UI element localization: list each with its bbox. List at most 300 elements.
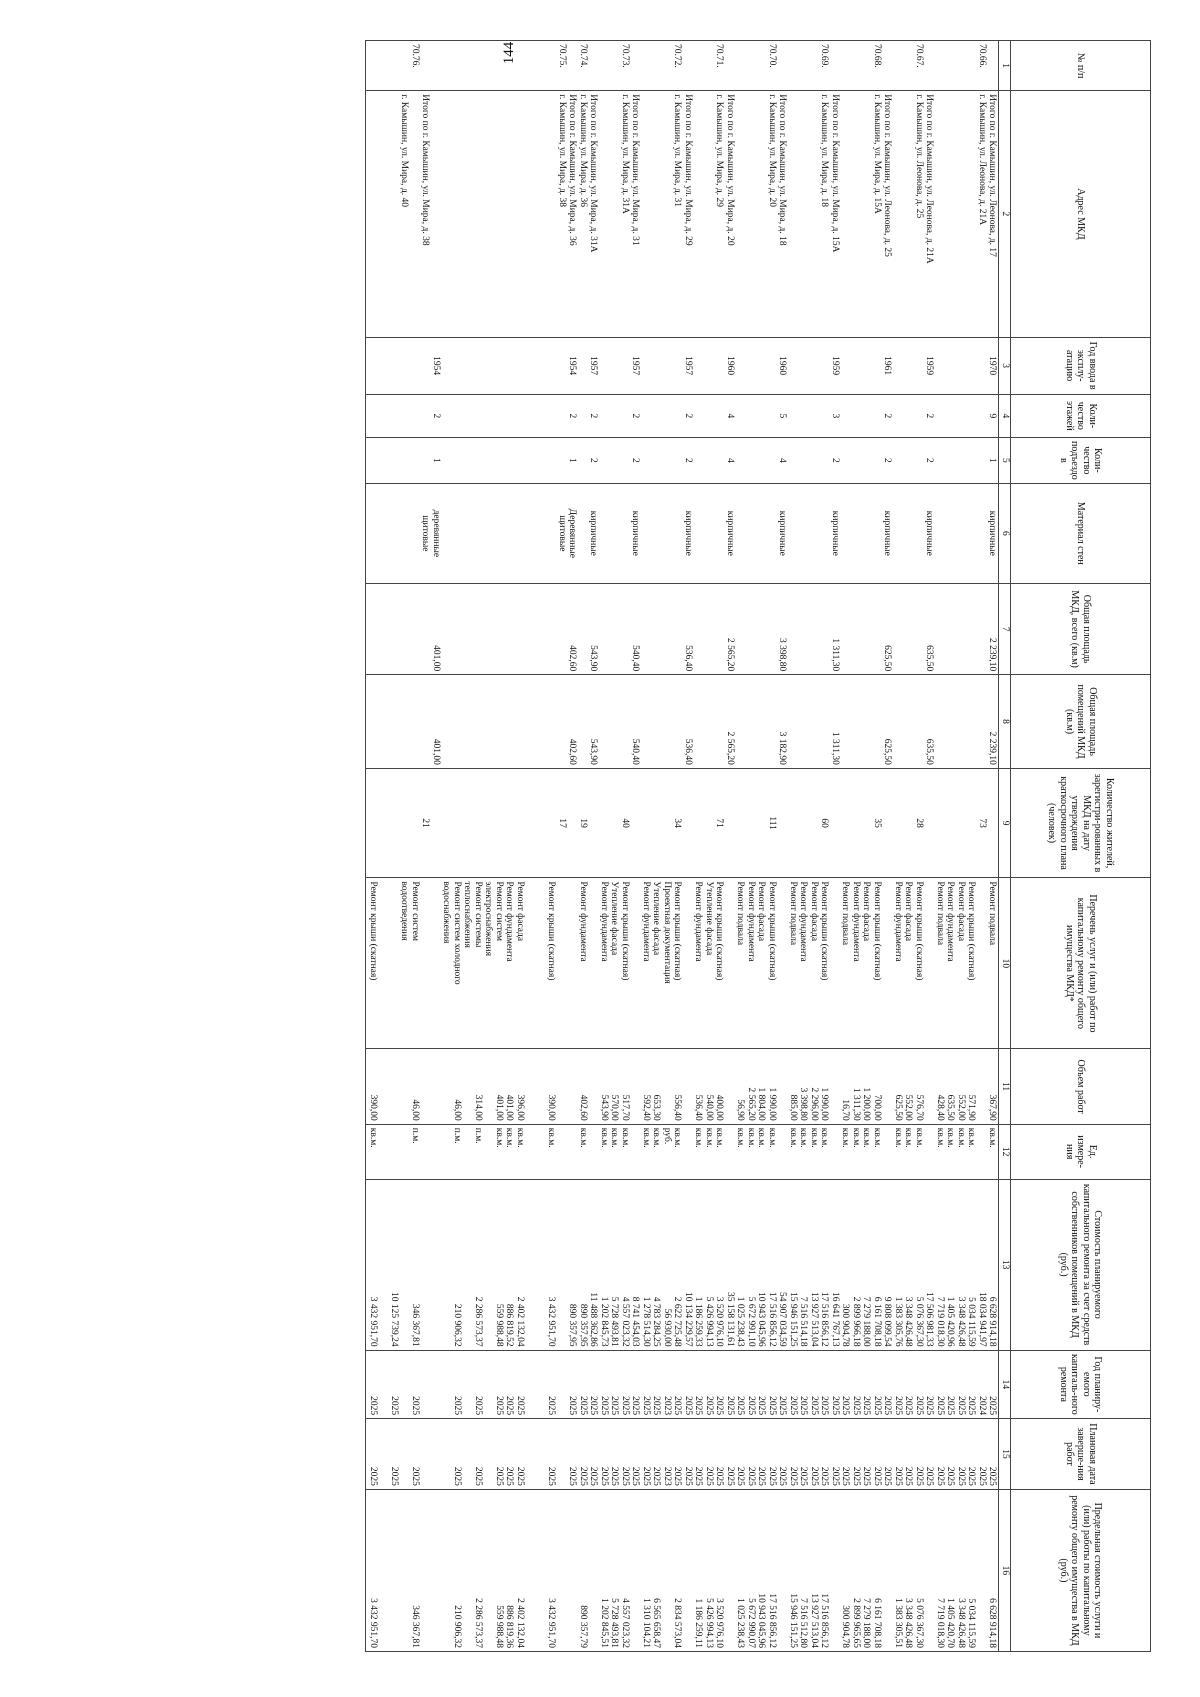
cell-line: 625,50 [882,738,893,765]
cell-line [935,398,946,434]
cell-line [840,441,851,480]
cell-line [641,587,652,671]
cell-line: 10 134 229,57 [683,1292,693,1347]
cell-line: 536,40 [683,645,693,672]
cell-line [578,678,589,765]
cell-line [473,44,484,87]
cell-line: кв.м. [494,1127,504,1148]
cell-line [725,772,736,875]
cell-line [462,1128,473,1176]
cell-line [525,487,536,580]
cell-line: Ремонт крыши (скатная) [714,881,725,981]
cell-line: 35 [872,818,882,828]
cell-line [777,44,788,87]
cell-line: 402,60 [578,1094,588,1121]
cell-line: 3 348 426,48 [956,1598,966,1648]
cell-line [861,94,872,333]
cell-line: кв.м. [515,1127,525,1148]
cell-line [410,487,421,580]
cell-line [945,772,956,875]
cell-line [399,1493,410,1648]
cell-line: Итого по г. Камышин, ул. Мира, д. 20 [725,94,735,246]
cell-line: 1 025 238,43 [735,1598,746,1648]
cell-line [903,587,914,671]
cell-line: кв.м. [956,1127,966,1148]
cell-line [966,678,977,765]
cell-line [714,441,725,480]
cell-line [462,587,473,671]
cell-line [683,1128,694,1176]
cell-line [714,678,725,765]
cell-line: 2 239,10 [987,731,998,765]
cell-line [599,341,610,391]
cell-line: 2025 [756,1396,767,1416]
cell-line [536,1128,547,1176]
cell-line: 2025 [851,1396,861,1416]
cell-line [630,44,641,87]
cell-line [819,587,830,671]
column-header: Плановая дата заверше-ния работ [1011,1419,1151,1490]
cell-line: кв.м. [893,1127,903,1148]
cell-line: 2025 [830,1396,840,1416]
cell-line [546,44,557,87]
cell-line [798,441,809,480]
cell-line [462,1052,473,1120]
cell-line: 1 200,00 [861,1087,872,1121]
cell-line [861,678,872,765]
cell-line [756,44,767,87]
cell-line [809,772,820,875]
cell-line: 2025 [588,1466,599,1486]
cell-line [536,678,547,765]
cell-line: 2025 [882,1466,893,1486]
cell-line [662,772,673,875]
cell-line: 54 907 034,59 [777,1292,788,1347]
cell-line: 402,60 [567,738,578,765]
cell-line [536,441,547,480]
cell-line [515,441,526,480]
cell-line: 3 432 951,70 [546,1598,557,1648]
cell-line: 3 520 976,10 [714,1296,725,1347]
cell-line [399,1052,410,1120]
cell-line [893,487,904,580]
cell-line: кв.м. [546,1127,557,1148]
cell-line: Ремонт фасада [903,881,914,942]
cell-line [935,341,946,391]
cell-line: 8 741 454,03 [630,1296,641,1347]
cell-line [809,587,820,671]
cell-line: 390,00 [546,1094,557,1121]
cell-line: 70.75. [557,44,567,68]
cell-line: 7 516 512,80 [798,1598,809,1648]
cell-line: 2025 [368,1466,378,1486]
cell-line: 2 296,00 [809,1087,819,1121]
cell-line: 2025 [588,1396,599,1416]
cell-line [830,44,841,87]
cell-line [641,678,652,765]
column-c12-cell [366,1124,999,1179]
cell-line [945,441,956,480]
cell-line: 4 [725,413,735,419]
cell-line [609,94,620,333]
cell-line [735,772,746,875]
cell-line: 552,00 [956,1094,966,1121]
cell-line: 1 186 259,11 [693,1598,704,1648]
column-header: Коли-чество этажей [1011,394,1151,437]
cell-line: 2025 [914,1466,924,1486]
cell-line [378,881,389,1045]
cell-line [693,678,704,765]
cell-line: 2 [830,457,840,463]
cell-line: п.м. [410,1127,420,1144]
cell-line: 4 557 023,32 [620,1296,630,1347]
cell-line [567,1052,578,1120]
cell-line: 635,50 [924,738,935,765]
cell-line: 70.68. [872,44,882,68]
cell-line: кирпичные [630,510,641,556]
cell-line [410,398,421,434]
cell-line: 2025 [641,1396,651,1416]
cell-line: 2025 [956,1466,966,1486]
cell-line: 4 783 284,25 [651,1296,662,1347]
column-number: 7 [999,584,1011,675]
cell-line [767,587,778,671]
cell-line: Ремонт крыши (скатная) [966,881,977,981]
cell-line [798,487,809,580]
cell-line: 314,00 [473,1094,483,1121]
cell-line [662,678,673,765]
cell-line [945,587,956,671]
cell-line [431,1183,442,1347]
cell-line [788,772,799,875]
cell-line: 1 311,30 [851,1087,861,1121]
cell-line: 2025 [924,1466,935,1486]
cell-line [746,398,757,434]
column-c6-cell [366,483,999,583]
cell-line: 17 516 856,12 [767,1292,777,1347]
cell-line [872,587,883,671]
cell-line [746,44,757,87]
column-header: Коли-чество подъездо в [1011,438,1151,484]
cell-line [798,772,809,875]
cell-line [651,94,662,333]
column-header: Материал стен [1011,483,1151,583]
cell-line [956,678,967,765]
cell-line [840,678,851,765]
cell-line [630,1052,641,1120]
cell-line [662,44,673,87]
cell-line [651,341,662,391]
column-c10-cell [366,878,999,1049]
cell-line [840,94,851,333]
cell-line [515,341,526,391]
cell-line [557,1183,568,1347]
cell-line [672,487,683,580]
cell-line: 2024 [977,1396,987,1416]
cell-line: 2025 [389,1466,399,1486]
cell-line: электроснабжения [483,881,494,957]
cell-line: 2 834 573,04 [672,1598,683,1648]
cell-line [819,678,830,765]
cell-line [798,678,809,765]
cell-line [641,398,652,434]
cell-line [389,1128,400,1176]
cell-line [966,487,977,580]
cell-line [672,587,683,671]
cell-line [693,94,704,333]
cell-line: 2025 [651,1396,662,1416]
column-number: 2 [999,91,1011,337]
cell-line: 2025 [935,1466,945,1486]
cell-line: 2025 [893,1466,903,1486]
cell-line: 401,00 [504,1094,515,1121]
cell-line [620,678,631,765]
cell-line: 390,00 [368,1094,378,1121]
cell-line: 4 557 023,32 [620,1598,630,1648]
cell-line: кв.м. [861,1127,872,1148]
cell-line: 1 202 845,51 [599,1598,609,1648]
cell-line: 3 348 426,48 [903,1598,914,1648]
cell-line: 70.76. [410,44,420,68]
cell-line [840,341,851,391]
cell-line [966,341,977,391]
cell-line [473,587,484,671]
cell-line: 536,40 [693,1094,704,1121]
cell-line [903,398,914,434]
column-number: 4 [999,394,1011,437]
cell-line [525,1493,536,1648]
cell-line: 625,50 [893,1094,903,1121]
cell-line: Ремонт подвала [935,881,945,946]
cell-line [882,1493,893,1648]
cell-line [441,1052,452,1120]
cell-line [525,94,536,333]
cell-line [420,881,431,1045]
cell-line [588,1052,599,1120]
cell-line: 2025 [641,1466,651,1486]
cell-line: 1 311,30 [830,731,840,765]
cell-line: 2 [431,413,441,419]
column-header: Стоимость планируемого капитального ремонта за счет средств собственников помещений в МКД (руб.) [1011,1179,1151,1350]
cell-line: 1970 [987,356,998,376]
column-c15-cell [366,1419,999,1490]
cell-line [777,1052,788,1120]
cell-line [441,398,452,434]
cell-line: г. Камышин, ул. Мира, д. 36 [578,94,588,207]
cell-line [536,1354,547,1415]
cell-line [914,678,925,765]
cell-line [452,94,463,333]
cell-line [861,487,872,580]
cell-line: 2 [882,413,893,419]
cell-line [725,1128,736,1176]
cell-line: 2025 [620,1466,630,1486]
cell-line: Ремонт фасада [809,881,819,942]
cell-line: 2025 [809,1396,819,1416]
cell-line [893,587,904,671]
cell-line [777,1493,788,1648]
cell-line [893,94,904,333]
cell-line: 3 432 951,70 [546,1296,557,1347]
cell-line [861,587,872,671]
cell-line: 540,00 [704,1094,714,1121]
cell-line [956,587,967,671]
cell-line: кв.м. [693,1127,704,1148]
cell-line: кирпичные [683,510,693,556]
cell-line: 70.69. [819,44,830,68]
cell-line [441,441,452,480]
cell-line [882,1128,893,1176]
cell-line: Итого по г. Камышин, ул. Мира, д. 15А [830,94,840,253]
cell-line [735,441,746,480]
cell-line: 1 311,30 [830,638,840,672]
cell-line [630,1493,641,1648]
cell-line [956,772,967,875]
cell-line: кв.м. [903,1127,914,1148]
cell-line [462,487,473,580]
cell-line: 543,90 [588,645,599,672]
cell-line [819,441,830,480]
cell-line: 1 [987,457,998,463]
cell-line: 1957 [630,356,641,376]
cell-line [483,1183,494,1347]
cell-line [861,341,872,391]
cell-line: 2 [630,457,641,463]
cell-line [882,1052,893,1120]
cell-line [756,341,767,391]
cell-line: 2025 [882,1396,893,1416]
cell-line: кв.м. [966,1127,977,1148]
cell-line [420,441,431,480]
cell-line: кв.м. [651,1127,662,1148]
cell-line: 4 [725,457,735,463]
cell-line [903,94,914,333]
cell-line [662,94,673,333]
cell-line: 401,00 [431,738,441,765]
cell-line: 401,00 [494,1094,504,1121]
column-number: 1 [999,41,1011,91]
cell-line: п.м. [452,1127,462,1144]
cell-line: 70.70. [767,44,777,68]
cell-line [651,587,662,671]
cell-line: Утепление фасада [651,881,662,956]
cell-line: Ремонт крыши (скатная) [819,881,830,981]
column-c16-cell [366,1489,999,1651]
cell-line [578,587,589,671]
cell-line [798,44,809,87]
column-c1-cell [366,41,999,91]
cell-line [746,772,757,875]
cell-line [473,441,484,480]
cell-line: 2025 [693,1396,704,1416]
cell-line: кв.м. [714,1127,725,1148]
column-header: Общая площадь МКД, всего (кв.м) [1011,584,1151,675]
cell-line [704,44,715,87]
cell-line [840,587,851,671]
cell-line [683,44,694,87]
cell-line: щитовые [557,515,567,552]
column-number: 10 [999,878,1011,1049]
cell-line [546,487,557,580]
cell-line [809,398,820,434]
cell-line: 28 [914,818,924,828]
cell-line: 346 367,81 [410,1303,420,1347]
cell-line: 1 405 420,96 [945,1296,956,1347]
cell-line: 2025 [987,1466,998,1486]
cell-line [588,881,599,1045]
cell-line: кв.м. [756,1127,767,1148]
cell-line [599,587,610,671]
cell-line [609,772,620,875]
cell-line [651,487,662,580]
cell-line [851,44,862,87]
cell-line: 2023 [662,1396,672,1416]
cell-line: 2025 [567,1466,578,1486]
cell-line [851,678,862,765]
cell-line [494,398,505,434]
cell-line [441,587,452,671]
cell-line [441,44,452,87]
cell-line: 1960 [725,356,735,376]
cell-line: 2025 [935,1396,945,1416]
cell-line: 17 516 856,12 [819,1593,830,1648]
cell-line: п.м. [473,1127,483,1144]
cell-line [462,1422,473,1486]
cell-line: кв.м. [641,1127,651,1148]
cell-line [924,1493,935,1648]
cell-line: 559 988,48 [494,1303,504,1347]
cell-line [473,341,484,391]
column-header: Перечень услуг и (или) работ по капитальному ремонту общего имущества МКД* [1011,878,1151,1049]
cell-line: 300 904,78 [840,1303,851,1347]
cell-line: Ремонт крыши (скатная) [368,881,378,981]
cell-line: Утепление фасада [704,881,714,956]
cell-line [483,678,494,765]
cell-line: 16 641 767,13 [830,1292,840,1347]
cell-line [767,341,778,391]
cell-line [935,772,946,875]
cell-line: 56,90 [735,1099,746,1121]
cell-line: 2025 [872,1396,882,1416]
cell-line [431,94,442,333]
cell-line [651,441,662,480]
cell-line: 2025 [410,1396,420,1416]
cell-line [609,487,620,580]
cell-line: 17 [557,818,567,828]
cell-line: 34 [672,818,683,828]
cell-line: 2025 [756,1466,767,1486]
cell-line: 2025 [798,1396,809,1416]
cell-line: 70.67. [914,44,924,68]
cell-line: 2025 [830,1466,840,1486]
cell-line [420,1354,431,1415]
cell-line [914,487,925,580]
cell-line: 2025 [777,1396,788,1416]
cell-line [830,1052,841,1120]
cell-line [515,587,526,671]
cell-line [977,441,988,480]
cell-line: 2 899 966,18 [851,1296,861,1347]
cell-line: 13 927 513,04 [809,1593,819,1648]
cell-line [788,587,799,671]
cell-line [851,487,862,580]
cell-line [651,678,662,765]
cell-line [557,881,568,1045]
cell-line: Ремонт фасада [861,881,872,942]
cell-line [851,441,862,480]
cell-line: 2025 [389,1396,399,1416]
cell-line [431,881,442,1045]
